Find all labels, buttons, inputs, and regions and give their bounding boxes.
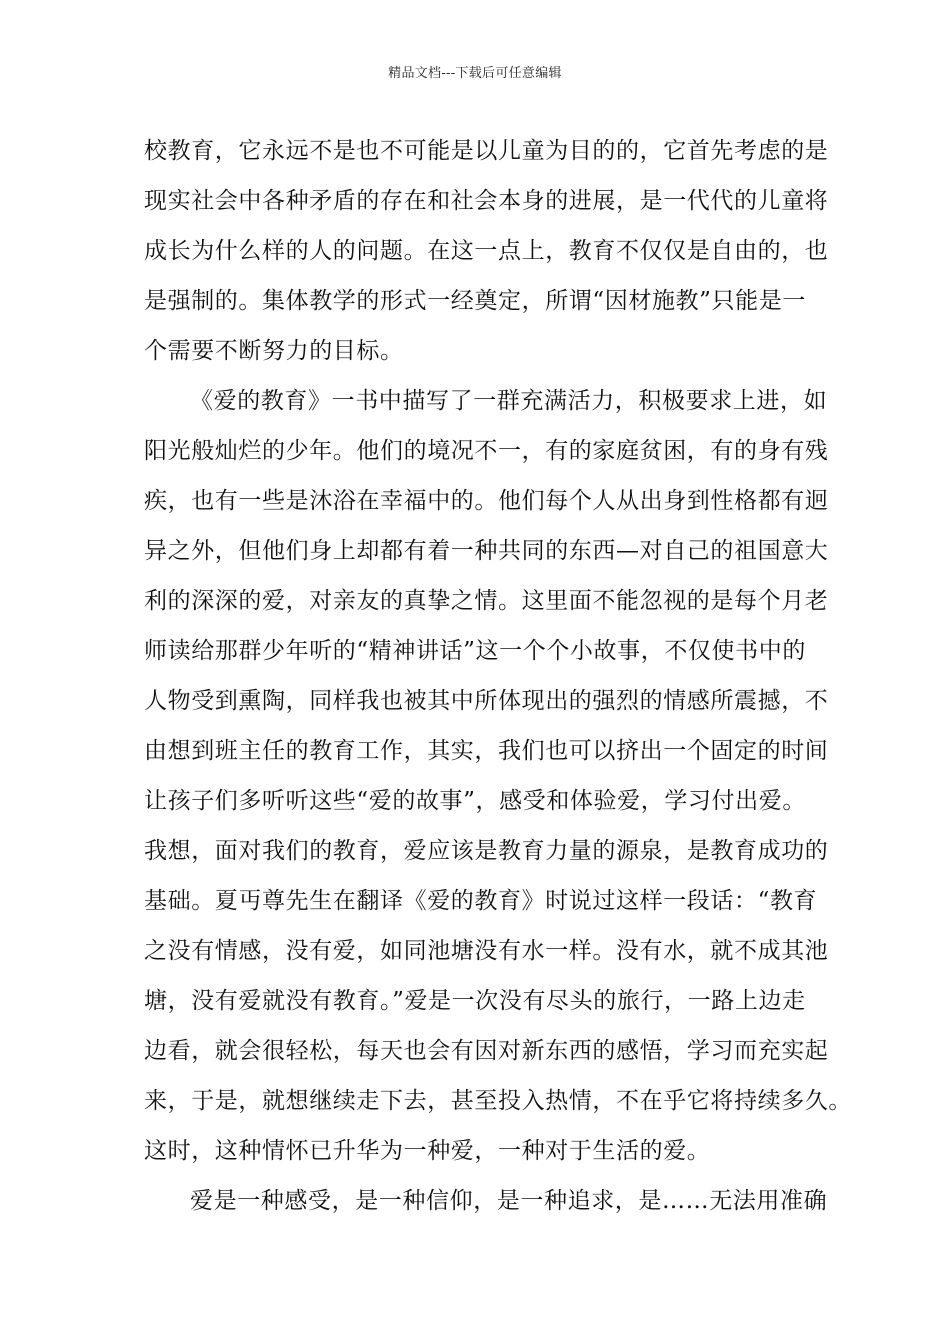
text-line: 《爱的教育》一书中描写了一群充满活力，积极要求上进，如 — [190, 388, 828, 414]
text-line: 来，于是，就想继续走下去，甚至投入热情，不在乎它将持续多久。 — [144, 1088, 852, 1114]
text-line: 阳光般灿烂的少年。他们的境况不一，有的家庭贫困，有的身有残 — [144, 438, 829, 464]
text-line: 现实社会中各种矛盾的存在和社会本身的进展，是一代代的儿童将 — [144, 188, 829, 214]
text-line: 疾，也有一些是沐浴在幸福中的。他们每个人从出身到性格都有迥 — [144, 488, 829, 514]
text-line: 人物受到熏陶，同样我也被其中所体现出的强烈的情感所震撼，不 — [144, 688, 829, 714]
text-line: 校教育，它永远不是也不可能是以儿童为目的的，它首先考虑的是 — [144, 138, 829, 164]
text-line: 异之外，但他们身上却都有着一种共同的东西—对自己的祖国意大 — [144, 538, 829, 564]
text-line: 成长为什么样的人的问题。在这一点上，教育不仅仅是自由的，也 — [144, 238, 829, 264]
page-header: 精品文档---下载后可任意编辑 — [388, 66, 562, 81]
text-line: 之没有情感，没有爱，如同池塘没有水一样。没有水，就不成其池 — [144, 938, 829, 964]
text-line: 基础。夏丏尊先生在翻译《爱的教育》时说过这样一段话：“教育 — [144, 888, 818, 914]
text-line: 由想到班主任的教育工作，其实，我们也可以挤出一个固定的时间 — [144, 738, 829, 764]
text-line: 这时，这种情怀已升华为一种爱，一种对于生活的爱。 — [144, 1138, 711, 1164]
text-line: 边看，就会很轻松，每天也会有因对新东西的感悟，学习而充实起 — [144, 1038, 829, 1064]
text-line: 我想，面对我们的教育，爱应该是教育力量的源泉，是教育成功的 — [144, 838, 829, 864]
text-line: 塘，没有爱就没有教育。”爱是一次没有尽头的旅行，一路上边走 — [144, 988, 806, 1014]
text-line: 爱是一种感受，是一种信仰，是一种追求，是……无法用准确 — [190, 1188, 828, 1214]
text-line: 个需要不断努力的目标。 — [144, 338, 404, 364]
text-line: 让孩子们多听听这些“爱的故事”，感受和体验爱，学习付出爱。 — [144, 788, 806, 814]
text-line: 利的深深的爱，对亲友的真挚之情。这里面不能忽视的是每个月老 — [144, 588, 829, 614]
text-line: 是强制的。集体教学的形式一经奠定，所谓“因材施教”只能是一 — [144, 288, 806, 314]
text-line: 师读给那群少年听的“精神讲话”这一个个小故事，不仅使书中的 — [144, 638, 806, 664]
